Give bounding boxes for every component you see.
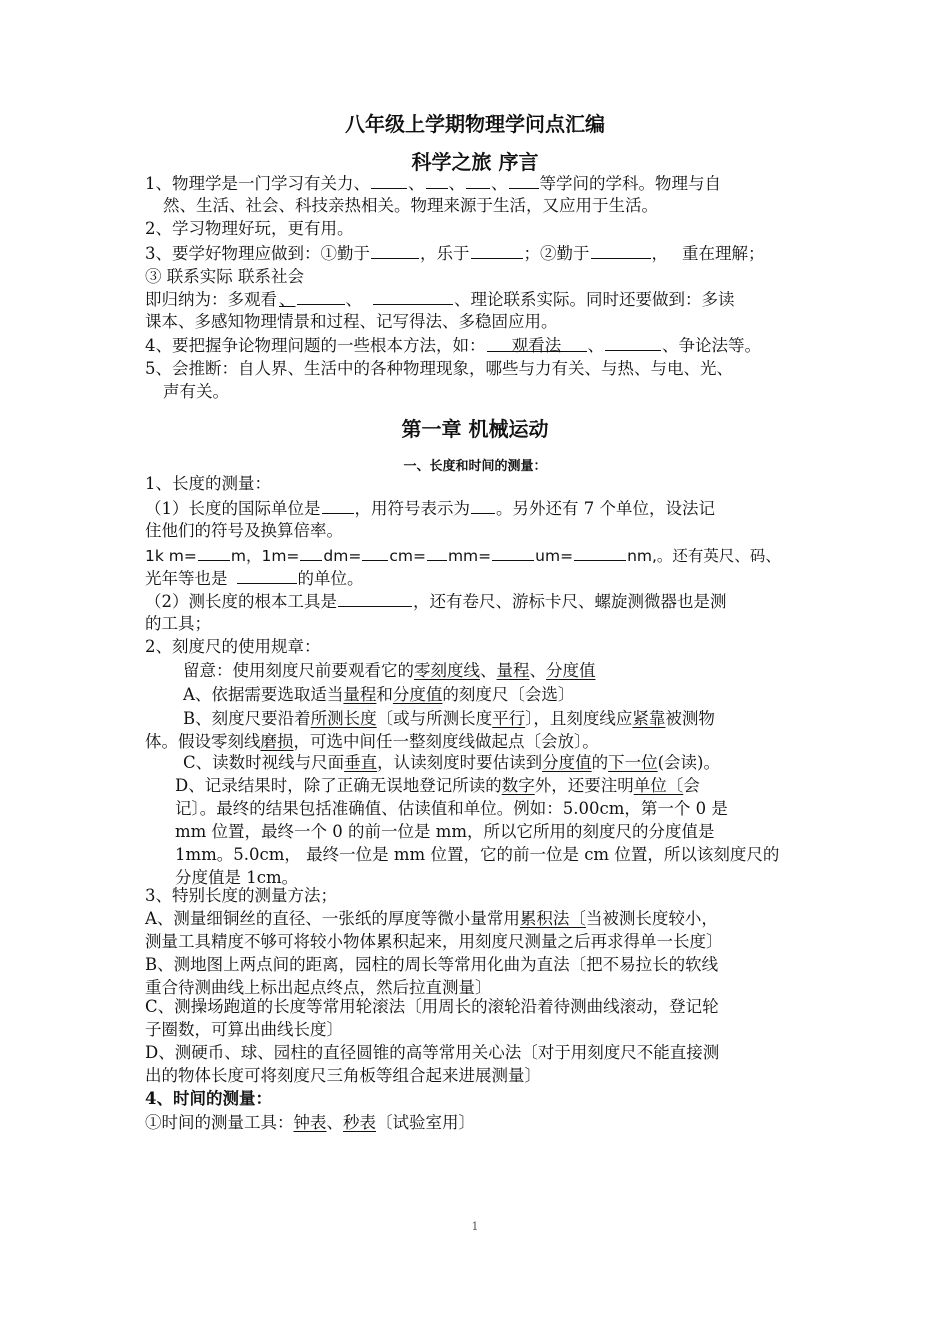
ch1-line-c6: C、测操场跑道的长度等常用轮滚法〔用周长的滚轮沿着待测曲线滚动，登记轮 (145, 997, 719, 1016)
ch1-line-d1: 4、时间的测量： (145, 1089, 272, 1108)
intro-line-8: 4、要把握争论物理问题的一些根本方法，如： 观看法 、 、争论法等。 (145, 336, 761, 355)
chapter-1-title: 第一章 机械运动 (401, 417, 549, 441)
ch1-line-c5: 重合待测曲线上标出起点终点，然后拉直测量〕 (145, 978, 492, 997)
ch1-line-b1: 2、刻度尺的使用规章： (145, 637, 321, 656)
intro-line-3: 2、学习物理好玩，更有用。 (145, 219, 354, 238)
ch1-line-b5: 体。假设零刻线磨损，可选中间任一整刻度线做起点〔会放〕。 (145, 732, 599, 751)
ch1-line-a4: 1k m= m，1m= dm= cm= mm= um= nm,。还有英尺、码、 (145, 544, 781, 567)
ch1-line-b3: A、依据需要选取适当量程和分度值的刻度尺〔会选〕 (183, 685, 575, 704)
intro-line-5: ③ 联系实际 联系社会 (145, 267, 304, 286)
document-title: 八年级上学期物理学问点汇编 (345, 112, 605, 136)
ch1-line-c9: 出的物体长度可将刻度尺三角板等组合起来进展测量〕 (145, 1066, 541, 1085)
intro-line-9: 5、会推断：自人界、生活中的各种物理现象，哪些与力有关、与热、与电、光、 (145, 359, 733, 378)
ch1-line-c8: D、测硬币、球、园柱的直径圆锥的高等常用关心法〔对于用刻度尺不能直接测 (145, 1043, 720, 1062)
intro-line-2: 然、生活、社会、科技亲热相关。物理来源于生活，又应用于生活。 (163, 196, 658, 215)
ch1-line-a3: 住他们的符号及换算倍率。 (145, 521, 343, 540)
section-title-intro: 科学之旅 序言 (411, 150, 539, 174)
ch1-line-b9: mm 位置，最终一个 0 的前一位是 mm，所以它所用的刻度尺的分度值是 (175, 822, 715, 841)
ch1-line-d2: ①时间的测量工具：钟表、秒表〔试验室用〕 (145, 1113, 475, 1132)
intro-line-6: 即归纳为：多观看 、 、 、理论联系实际。同时还要做到：多读 (145, 290, 735, 309)
ch1-line-a6: （2）测长度的根本工具是 ，还有卷尺、游标卡尺、螺旋测微器也是测 (145, 592, 727, 611)
intro-line-10: 声有关。 (163, 382, 229, 401)
intro-line-1: 1、物理学是一门学习有关力、 、 、 、 等学问的学科。物理与自 (145, 174, 721, 193)
ch1-line-c2: A、测量细铜丝的直径、一张纸的厚度等微小量常用累积法〔当被测长度较小， (145, 909, 718, 928)
ch1-line-c3: 测量工具精度不够可将较小物体累积起来，用刻度尺测量之后再求得单一长度〕 (145, 932, 723, 951)
ch1-line-b2: 留意：使用刻度尺前要观看它的零刻度线、量程、分度值 (183, 661, 596, 680)
ch1-line-a1: 1、长度的测量： (145, 474, 271, 493)
page-number: 1 (471, 1220, 479, 1233)
ch1-line-a5: 光年等也是 的单位。 (145, 569, 364, 588)
ch1-line-a2: （1）长度的国际单位是 ，用符号表示为 。另外还有 7 个单位，设法记 (145, 499, 715, 518)
ch1-line-b8: 记〕。最终的结果包括准确值、估读值和单位。例如：5.00cm，第一个 0 是 (175, 799, 728, 818)
ch1-line-a7: 的工具； (145, 614, 211, 633)
ch1-line-c4: B、测地图上两点间的距离，园柱的周长等常用化曲为直法〔把不易拉长的软线 (145, 955, 719, 974)
ch1-line-b6: C、读数时视线与尺面垂直，认读刻度时要估读到分度值的下一位(会读)。 (183, 753, 720, 772)
ch1-line-c7: 子圈数，可算出曲线长度〕 (145, 1020, 343, 1039)
ch1-line-b10: 1mm。5.0cm， 最终一位是 mm 位置，它的前一位是 cm 位置，所以该刻度尺的 (175, 845, 780, 864)
ch1-line-b11: 分度值是 1cm。 (175, 868, 299, 887)
ch1-line-c1: 3、特别长度的测量方法； (145, 886, 337, 905)
intro-line-4: 3、要学好物理应做到：①勤于 ，乐于 ；②勤于 ， 重在理解； (145, 244, 765, 263)
intro-line-7: 课本、多感知物理情景和过程、记写得法、多稳固应用。 (145, 312, 558, 331)
ch1-line-b4: B、刻度尺要沿着所测长度〔或与所测长度平行〕，且刻度线应紧靠被测物 (183, 709, 715, 728)
chapter-1-subtitle: 一、长度和时间的测量： (403, 459, 547, 474)
ch1-line-b7: D、记录结果时，除了正确无误地登记所读的数字外，还要注明单位〔会 (175, 776, 700, 795)
